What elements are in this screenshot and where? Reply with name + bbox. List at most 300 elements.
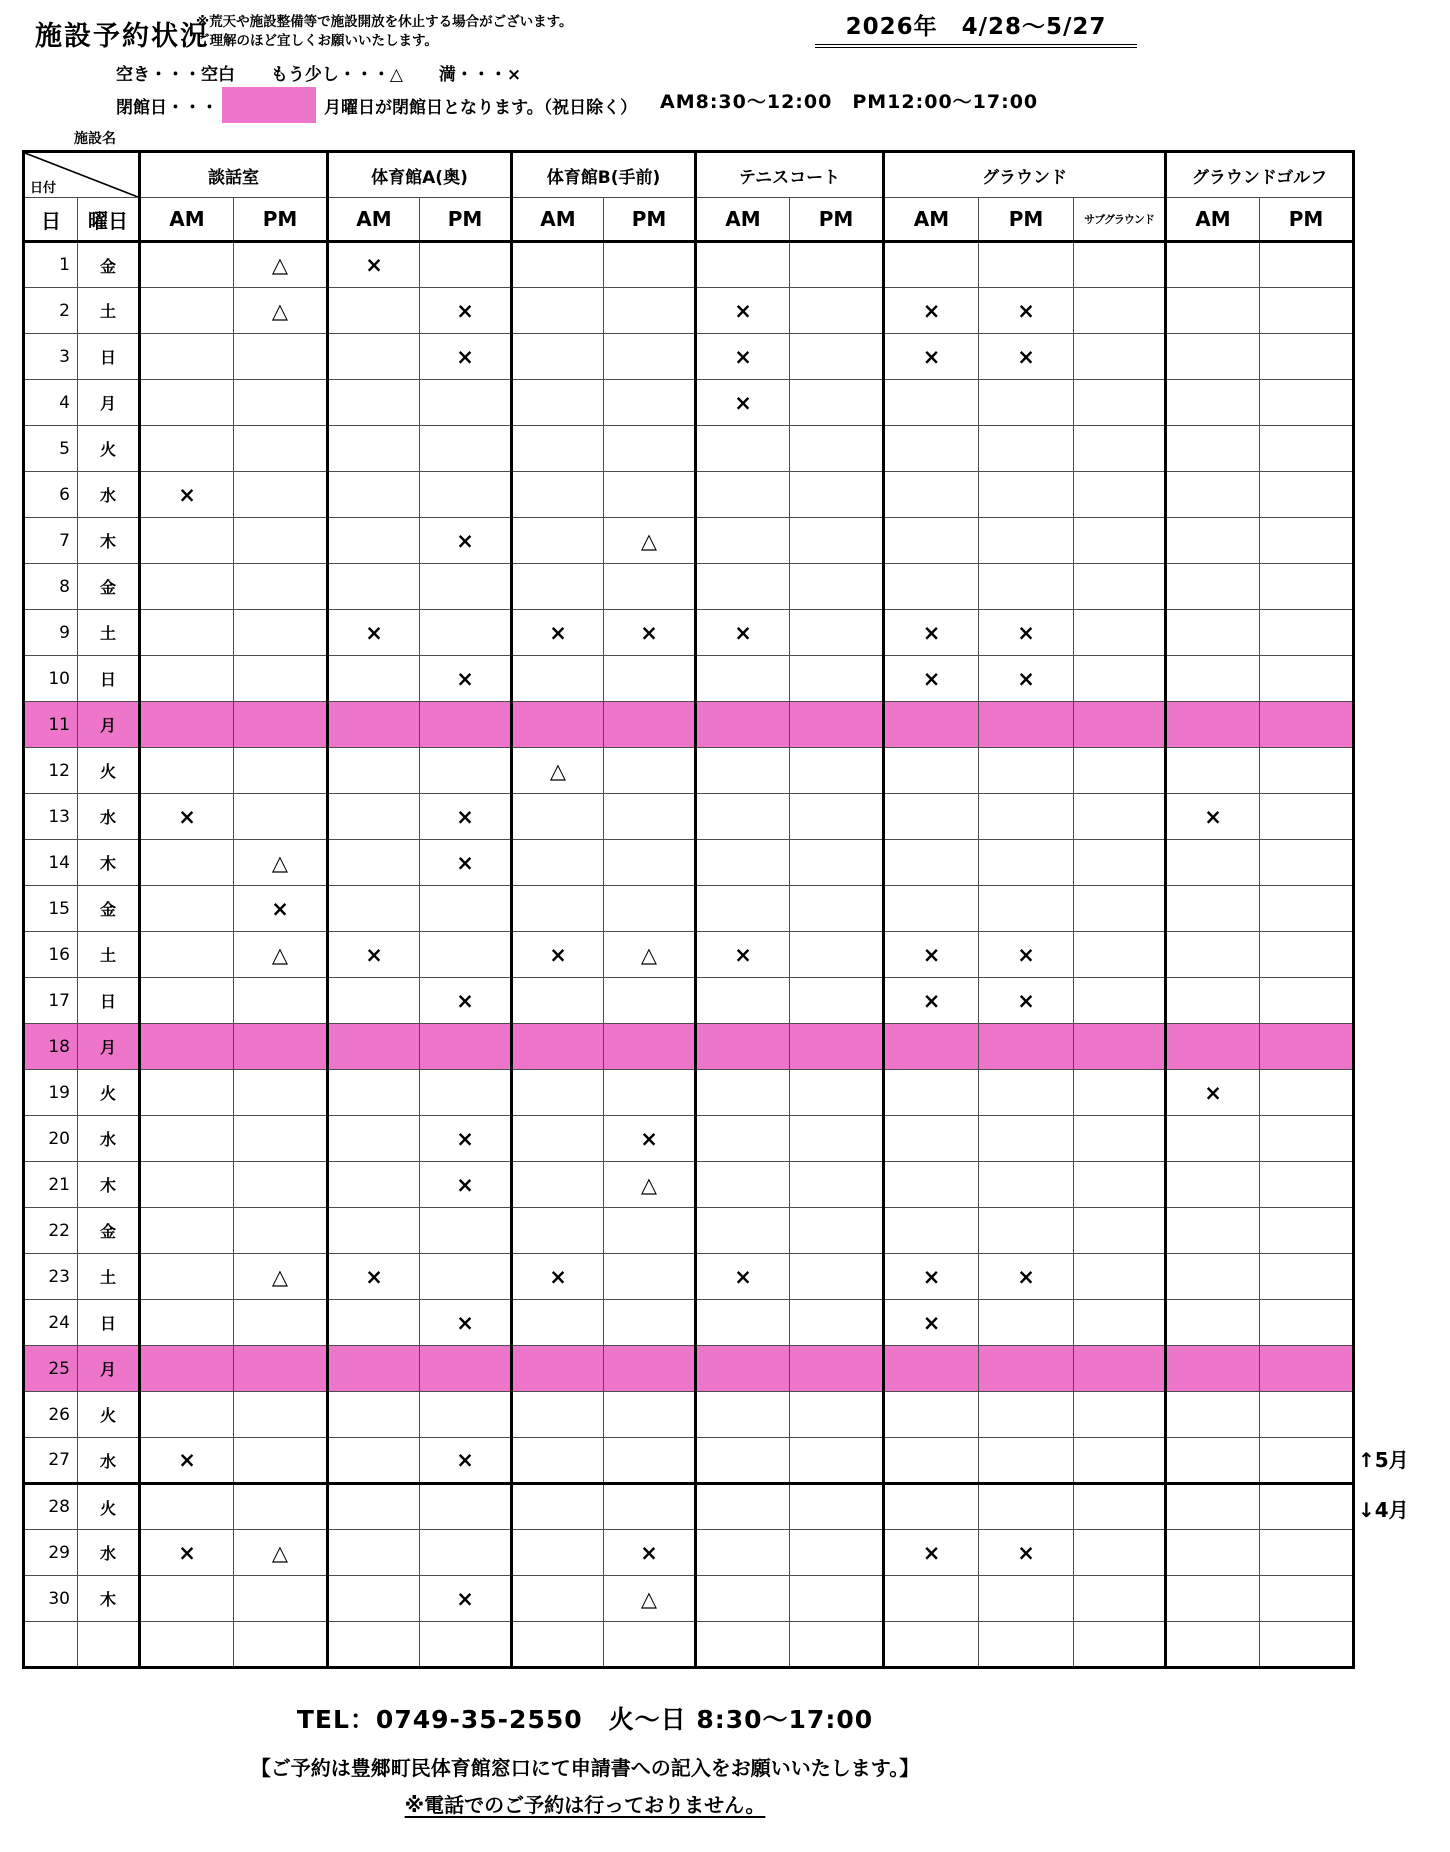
status-empty-cell [1166, 748, 1260, 794]
status-empty-cell [140, 380, 234, 426]
status-empty-cell [140, 1300, 234, 1346]
status-full-cell: × [420, 1116, 512, 1162]
status-empty-cell [790, 748, 884, 794]
status-empty-cell [790, 1208, 884, 1254]
status-full-cell: × [420, 1300, 512, 1346]
status-empty-cell [1166, 1116, 1260, 1162]
status-empty-cell [512, 380, 604, 426]
status-full-cell: × [604, 610, 696, 656]
status-empty-cell [1074, 426, 1166, 472]
status-empty-cell [884, 564, 979, 610]
status-empty-cell [328, 1300, 420, 1346]
day-number: 19 [24, 1070, 78, 1116]
closed-day-color-swatch [222, 87, 316, 123]
weekday: 火 [78, 1070, 140, 1116]
status-empty-cell [1166, 932, 1260, 978]
day-row [24, 748, 1354, 794]
day-row [24, 1622, 1354, 1668]
legend-closed-label: 閉館日・・・ [116, 97, 218, 118]
weekday [78, 1622, 140, 1668]
status-empty-cell [140, 1346, 234, 1392]
status-empty-cell [696, 1070, 790, 1116]
day-row [24, 1300, 1354, 1346]
status-full-cell: × [884, 978, 979, 1024]
status-empty-cell [604, 656, 696, 702]
status-empty-cell [1260, 1300, 1354, 1346]
status-empty-cell [979, 518, 1074, 564]
day-number: 28 [24, 1484, 78, 1530]
status-empty-cell [1074, 472, 1166, 518]
status-empty-cell [884, 242, 979, 288]
weekday: 水 [78, 1116, 140, 1162]
status-full-cell: × [696, 380, 790, 426]
status-full-cell: × [328, 1254, 420, 1300]
status-empty-cell [604, 1346, 696, 1392]
status-empty-cell [328, 794, 420, 840]
status-empty-cell [1166, 1530, 1260, 1576]
facility-axis-label: 施設名 [74, 131, 116, 147]
facility-header-tennis: テニスコート [696, 152, 884, 198]
status-empty-cell [696, 1162, 790, 1208]
day-number: 5 [24, 426, 78, 472]
status-empty-cell [512, 886, 604, 932]
status-few-cell: △ [234, 1530, 328, 1576]
status-few-cell: △ [604, 1162, 696, 1208]
status-empty-cell [328, 1346, 420, 1392]
status-empty-cell [420, 932, 512, 978]
day-number: 12 [24, 748, 78, 794]
facility-header-row [24, 152, 1354, 198]
status-full-cell: × [696, 932, 790, 978]
status-empty-cell [328, 1484, 420, 1530]
status-empty-cell [979, 1162, 1074, 1208]
status-empty-cell [234, 564, 328, 610]
status-empty-cell [512, 1622, 604, 1668]
day-number: 17 [24, 978, 78, 1024]
status-empty-cell [696, 656, 790, 702]
status-full-cell: × [140, 472, 234, 518]
status-full-cell: × [420, 840, 512, 886]
status-empty-cell [140, 1484, 234, 1530]
weekday: 土 [78, 610, 140, 656]
status-empty-cell [512, 1484, 604, 1530]
status-empty-cell [420, 1346, 512, 1392]
status-empty-cell [979, 564, 1074, 610]
reservation-note: 【ご予約は豊郷町民体育館窓口にて申請書への記入をお願いいたします。】 [250, 1756, 920, 1780]
status-empty-cell [1074, 334, 1166, 380]
status-empty-cell [234, 1622, 328, 1668]
status-empty-cell [790, 1162, 884, 1208]
status-empty-cell [979, 1346, 1074, 1392]
col-header-am: AM [696, 198, 790, 242]
status-full-cell: × [1166, 794, 1260, 840]
status-empty-cell [1074, 1346, 1166, 1392]
weekday: 日 [78, 656, 140, 702]
day-number: 4 [24, 380, 78, 426]
status-empty-cell [328, 886, 420, 932]
status-empty-cell [979, 472, 1074, 518]
opening-hours: AM8:30～12:00 PM12:00～17:00 [660, 91, 1039, 113]
status-empty-cell [328, 1622, 420, 1668]
status-empty-cell [234, 1116, 328, 1162]
col-header-pm: PM [604, 198, 696, 242]
status-empty-cell [604, 288, 696, 334]
status-empty-cell [234, 794, 328, 840]
status-empty-cell [512, 1162, 604, 1208]
status-full-cell: × [604, 1116, 696, 1162]
status-empty-cell [1260, 932, 1354, 978]
status-empty-cell [696, 748, 790, 794]
status-full-cell: × [234, 886, 328, 932]
weekday: 水 [78, 472, 140, 518]
status-full-cell: × [884, 610, 979, 656]
status-full-cell: × [420, 1438, 512, 1484]
status-empty-cell [604, 472, 696, 518]
day-row [24, 1484, 1354, 1530]
status-empty-cell [1166, 1346, 1260, 1392]
weekday: 火 [78, 748, 140, 794]
status-empty-cell [979, 1622, 1074, 1668]
day-row [24, 978, 1354, 1024]
status-empty-cell [234, 1346, 328, 1392]
status-empty-cell [1074, 978, 1166, 1024]
status-empty-cell [1260, 1392, 1354, 1438]
status-empty-cell [1260, 702, 1354, 748]
status-empty-cell [1074, 748, 1166, 794]
status-empty-cell [790, 564, 884, 610]
status-empty-cell [1074, 564, 1166, 610]
status-empty-cell [328, 702, 420, 748]
col-header-pm: PM [420, 198, 512, 242]
status-empty-cell [234, 518, 328, 564]
status-empty-cell [140, 426, 234, 472]
status-full-cell: × [979, 978, 1074, 1024]
day-number: 10 [24, 656, 78, 702]
weekday: 木 [78, 840, 140, 886]
status-empty-cell [1166, 564, 1260, 610]
status-full-cell: × [884, 1254, 979, 1300]
day-row [24, 794, 1354, 840]
status-empty-cell [979, 702, 1074, 748]
weekday: 日 [78, 334, 140, 380]
status-empty-cell [1260, 1208, 1354, 1254]
status-empty-cell [328, 1530, 420, 1576]
day-number: 3 [24, 334, 78, 380]
day-row [24, 1254, 1354, 1300]
status-empty-cell [604, 380, 696, 426]
weekday: 水 [78, 1438, 140, 1484]
status-empty-cell [140, 1208, 234, 1254]
status-empty-cell [1166, 1024, 1260, 1070]
status-empty-cell [884, 1208, 979, 1254]
status-empty-cell [979, 1576, 1074, 1622]
status-empty-cell [884, 886, 979, 932]
status-empty-cell [1260, 472, 1354, 518]
day-column-header: 日 [24, 198, 78, 242]
status-empty-cell [790, 472, 884, 518]
weekday: 木 [78, 1576, 140, 1622]
status-empty-cell [604, 242, 696, 288]
status-empty-cell [140, 1392, 234, 1438]
status-empty-cell [512, 472, 604, 518]
status-few-cell: △ [604, 932, 696, 978]
col-header-pm: PM [790, 198, 884, 242]
status-empty-cell [1166, 242, 1260, 288]
status-empty-cell [328, 840, 420, 886]
col-header-sub-ground: サブグラウンド [1074, 198, 1166, 242]
status-full-cell: × [884, 932, 979, 978]
facility-header-ground: グラウンド [884, 152, 1166, 198]
no-phone-reservation-note: ※電話でのご予約は行っておりません。 [404, 1793, 766, 1817]
status-full-cell: × [420, 334, 512, 380]
status-empty-cell [790, 610, 884, 656]
status-empty-cell [328, 472, 420, 518]
status-empty-cell [1260, 1024, 1354, 1070]
day-row [24, 1116, 1354, 1162]
status-empty-cell [1260, 794, 1354, 840]
col-header-am: AM [140, 198, 234, 242]
status-empty-cell [328, 380, 420, 426]
status-empty-cell [790, 1392, 884, 1438]
col-header-am: AM [328, 198, 420, 242]
status-empty-cell [140, 978, 234, 1024]
status-empty-cell [1074, 1392, 1166, 1438]
status-empty-cell [696, 840, 790, 886]
status-empty-cell [420, 1208, 512, 1254]
day-row [24, 1162, 1354, 1208]
status-empty-cell [884, 748, 979, 794]
day-row [24, 932, 1354, 978]
status-empty-cell [1074, 1162, 1166, 1208]
status-empty-cell [512, 656, 604, 702]
day-number: 27 [24, 1438, 78, 1484]
status-empty-cell [420, 886, 512, 932]
status-full-cell: × [328, 932, 420, 978]
closed-day-row [24, 702, 1354, 748]
status-empty-cell [140, 1024, 234, 1070]
status-empty-cell [790, 932, 884, 978]
status-empty-cell [790, 334, 884, 380]
status-empty-cell [979, 1484, 1074, 1530]
status-empty-cell [512, 1024, 604, 1070]
status-empty-cell [604, 1300, 696, 1346]
status-empty-cell [604, 1484, 696, 1530]
status-empty-cell [979, 1300, 1074, 1346]
day-number: 9 [24, 610, 78, 656]
status-empty-cell [979, 1208, 1074, 1254]
status-empty-cell [696, 242, 790, 288]
status-empty-cell [1260, 1576, 1354, 1622]
day-row [24, 840, 1354, 886]
status-empty-cell [234, 1484, 328, 1530]
status-empty-cell [1074, 1254, 1166, 1300]
status-empty-cell [512, 1116, 604, 1162]
status-empty-cell [140, 242, 234, 288]
day-row [24, 334, 1354, 380]
status-empty-cell [1166, 1438, 1260, 1484]
status-empty-cell [1260, 1438, 1354, 1484]
phone-number: TEL：0749-35-2550 火～日 8:30～17:00 [296, 1705, 874, 1734]
status-empty-cell [512, 1070, 604, 1116]
status-empty-cell [884, 472, 979, 518]
legend-symbols [116, 60, 551, 85]
day-number: 24 [24, 1300, 78, 1346]
day-number: 2 [24, 288, 78, 334]
day-number: 26 [24, 1392, 78, 1438]
status-full-cell: × [1166, 1070, 1260, 1116]
weekday: 月 [78, 702, 140, 748]
status-empty-cell [234, 610, 328, 656]
status-empty-cell [1260, 978, 1354, 1024]
status-empty-cell [1260, 380, 1354, 426]
status-empty-cell [328, 334, 420, 380]
day-row [24, 472, 1354, 518]
status-empty-cell [1074, 1484, 1166, 1530]
day-row [24, 564, 1354, 610]
facility-header-gym-b: 体育館B(手前) [512, 152, 696, 198]
status-empty-cell [1260, 1116, 1354, 1162]
status-empty-cell [140, 1622, 234, 1668]
status-empty-cell [1166, 702, 1260, 748]
status-empty-cell [1260, 1070, 1354, 1116]
status-empty-cell [512, 1438, 604, 1484]
status-empty-cell [790, 1070, 884, 1116]
status-empty-cell [512, 518, 604, 564]
status-empty-cell [1260, 1162, 1354, 1208]
weekday: 月 [78, 1346, 140, 1392]
status-empty-cell [420, 1070, 512, 1116]
status-empty-cell [604, 1024, 696, 1070]
status-empty-cell [604, 1254, 696, 1300]
status-empty-cell [1166, 1162, 1260, 1208]
notice-line-1: ※荒天や施設整備等で施設開放を休止する場合がございます。 [196, 14, 573, 30]
status-empty-cell [420, 1622, 512, 1668]
status-empty-cell [234, 656, 328, 702]
status-empty-cell [790, 426, 884, 472]
status-empty-cell [1074, 380, 1166, 426]
status-empty-cell [604, 564, 696, 610]
page-title: 施設予約状況 [35, 21, 209, 52]
status-empty-cell [234, 748, 328, 794]
status-empty-cell [790, 1116, 884, 1162]
status-empty-cell [979, 840, 1074, 886]
status-empty-cell [604, 426, 696, 472]
footer [0, 1700, 1170, 1818]
status-empty-cell [884, 1438, 979, 1484]
status-full-cell: × [140, 1530, 234, 1576]
status-empty-cell [328, 1208, 420, 1254]
status-empty-cell [1260, 518, 1354, 564]
status-empty-cell [512, 1300, 604, 1346]
closed-day-row [24, 1346, 1354, 1392]
status-empty-cell [696, 1530, 790, 1576]
status-empty-cell [140, 1162, 234, 1208]
weekday: 金 [78, 242, 140, 288]
status-empty-cell [140, 288, 234, 334]
status-empty-cell [420, 242, 512, 288]
status-empty-cell [696, 426, 790, 472]
status-empty-cell [884, 1346, 979, 1392]
status-empty-cell [1260, 288, 1354, 334]
status-full-cell: × [696, 288, 790, 334]
status-empty-cell [234, 380, 328, 426]
status-empty-cell [979, 1024, 1074, 1070]
status-empty-cell [328, 426, 420, 472]
status-empty-cell [1074, 840, 1166, 886]
status-empty-cell [420, 1254, 512, 1300]
status-empty-cell [884, 426, 979, 472]
status-full-cell: × [328, 242, 420, 288]
status-empty-cell [790, 1484, 884, 1530]
status-empty-cell [979, 242, 1074, 288]
day-row [24, 1530, 1354, 1576]
status-empty-cell [604, 1392, 696, 1438]
status-empty-cell [420, 1530, 512, 1576]
legend-closed [116, 85, 637, 125]
month-marker-may: ↑5月 [1358, 1448, 1409, 1472]
date-range: 2026年 4/28～5/27 [815, 8, 1137, 48]
status-empty-cell [1260, 334, 1354, 380]
status-full-cell: × [884, 1530, 979, 1576]
status-empty-cell [512, 334, 604, 380]
status-empty-cell [1260, 564, 1354, 610]
status-empty-cell [790, 1300, 884, 1346]
day-number: 16 [24, 932, 78, 978]
status-empty-cell [696, 1576, 790, 1622]
status-empty-cell [790, 702, 884, 748]
status-empty-cell [512, 840, 604, 886]
status-empty-cell [234, 334, 328, 380]
status-empty-cell [420, 380, 512, 426]
status-empty-cell [1074, 1208, 1166, 1254]
status-few-cell: △ [512, 748, 604, 794]
status-empty-cell [790, 794, 884, 840]
col-header-pm: PM [234, 198, 328, 242]
status-empty-cell [790, 288, 884, 334]
status-empty-cell [1166, 1392, 1260, 1438]
status-empty-cell [140, 1070, 234, 1116]
legend-vacant: 空き・・・空白 [116, 65, 235, 85]
day-number: 29 [24, 1530, 78, 1576]
weekday-column-header: 曜日 [78, 198, 140, 242]
status-empty-cell [604, 702, 696, 748]
status-empty-cell [790, 1622, 884, 1668]
status-empty-cell [1074, 1300, 1166, 1346]
day-number: 30 [24, 1576, 78, 1622]
status-empty-cell [1166, 978, 1260, 1024]
status-empty-cell [234, 1576, 328, 1622]
status-empty-cell [1166, 426, 1260, 472]
status-empty-cell [604, 334, 696, 380]
status-empty-cell [328, 1070, 420, 1116]
status-empty-cell [884, 840, 979, 886]
status-empty-cell [979, 748, 1074, 794]
status-empty-cell [696, 1438, 790, 1484]
status-empty-cell [884, 1024, 979, 1070]
day-row [24, 426, 1354, 472]
status-empty-cell [140, 886, 234, 932]
status-full-cell: × [979, 656, 1074, 702]
status-empty-cell [328, 656, 420, 702]
status-empty-cell [884, 794, 979, 840]
facility-header-gym-a: 体育館A(奥) [328, 152, 512, 198]
status-empty-cell [790, 1254, 884, 1300]
status-empty-cell [1074, 242, 1166, 288]
status-empty-cell [512, 1208, 604, 1254]
status-full-cell: × [979, 288, 1074, 334]
status-empty-cell [512, 1346, 604, 1392]
day-row [24, 1208, 1354, 1254]
